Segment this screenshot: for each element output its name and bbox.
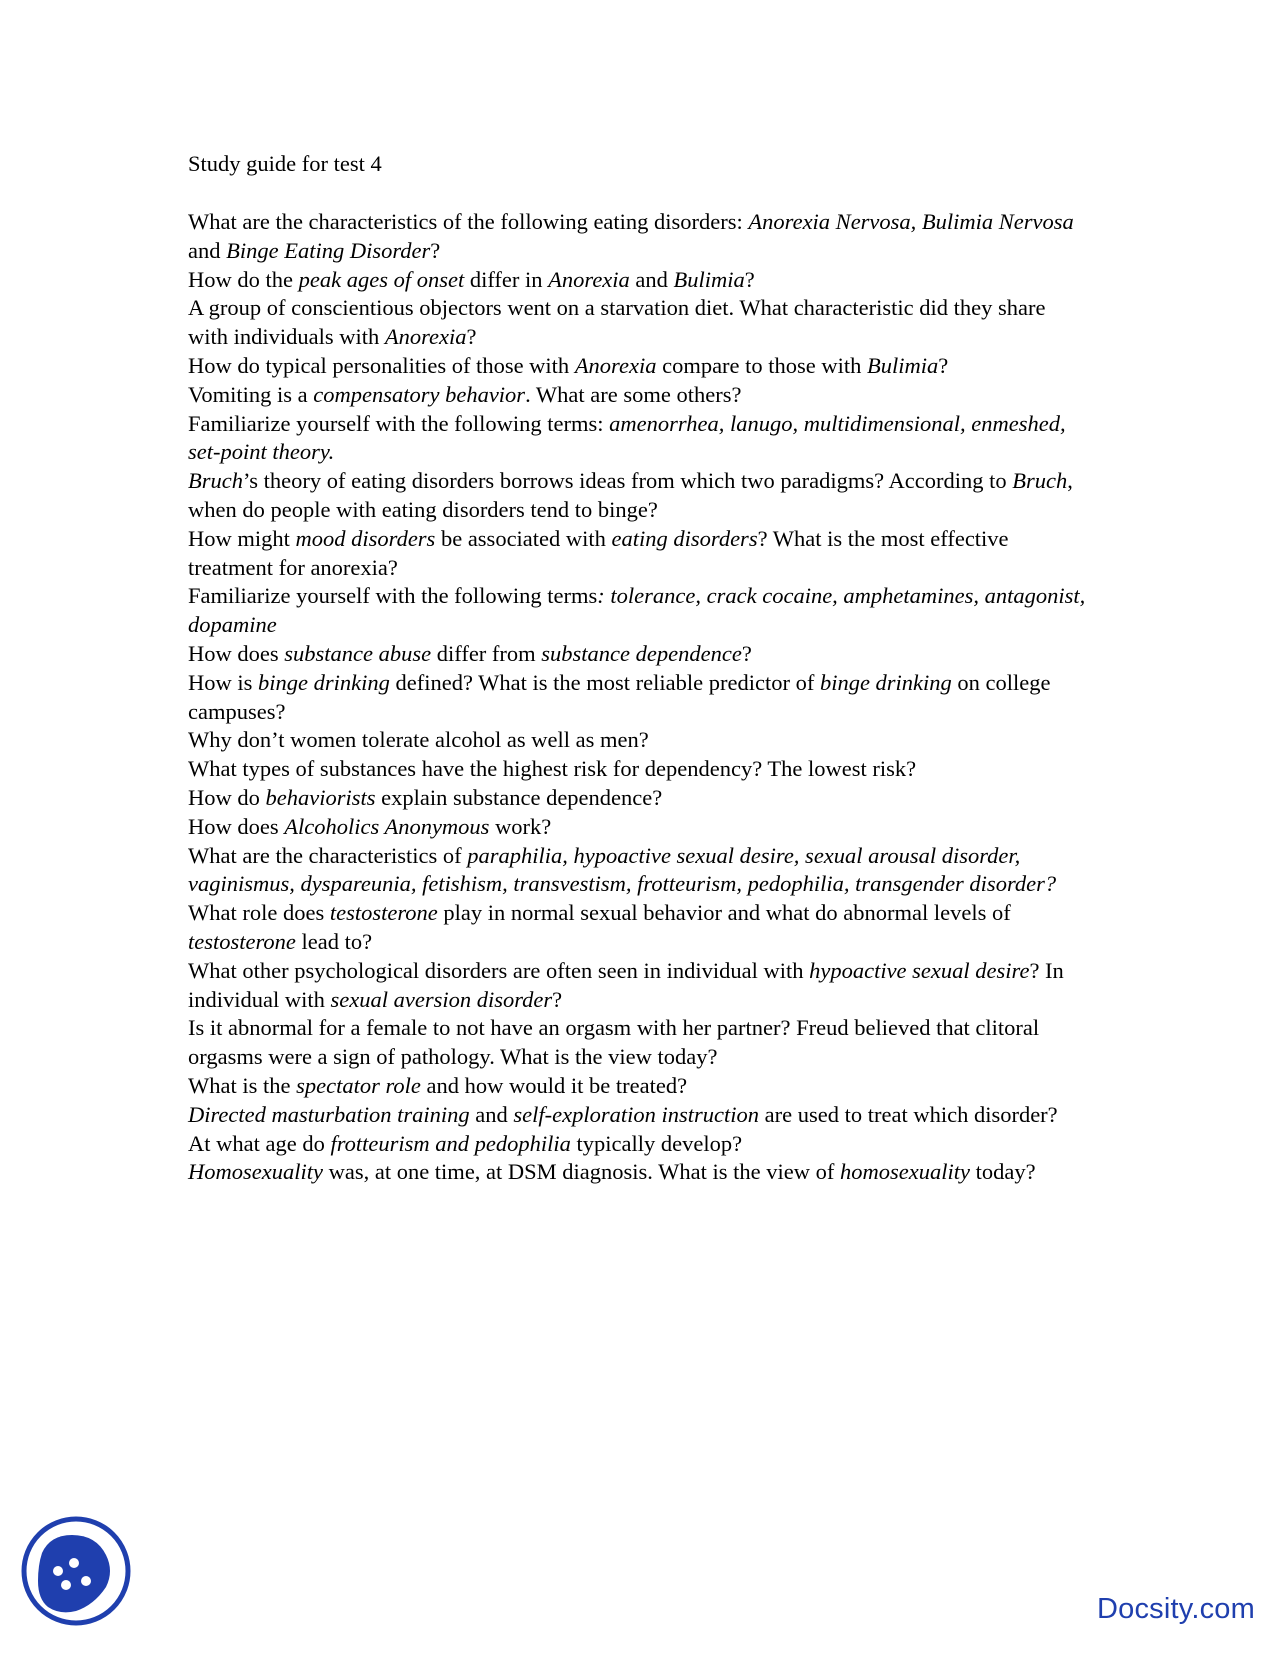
question-text: lead to? [295,928,373,954]
emphasized-term: frotteurism and pedophilia [330,1130,571,1156]
question-text: Familiarize yourself with the following terms [188,583,598,609]
question-text: What is the [188,1072,297,1098]
question-text: ? [744,266,755,292]
question-text: and how would it be treated? [420,1072,688,1098]
question-item [188,640,1088,669]
question-text: . What are some others? [525,381,742,407]
emphasized-term: substance dependence [541,640,742,666]
question-item [188,525,1088,583]
emphasized-term: compensatory behavior [313,381,526,407]
question-text: explain substance dependence? [375,784,663,810]
question-item [188,467,1088,525]
emphasized-term: Anorexia Nervosa, Bulimia Nervosa [748,209,1074,234]
question-item [188,381,1088,410]
question-item [188,813,1088,842]
question-text: How does [188,640,285,666]
emphasized-term: Anorexia [574,352,657,378]
emphasized-term: : tolerance, crack cocaine, amphetamines, antagonist, dopamine [188,583,1086,638]
question-item [188,294,1088,352]
question-text: How might [188,525,296,551]
emphasized-term: Bulimia [867,352,939,378]
question-item [188,899,1088,957]
question-text: What other psychological disorders are often seen in individual with [188,957,810,983]
question-text: ? [938,352,949,378]
question-text: How does [188,813,285,839]
emphasized-term: Bulimia [673,266,745,292]
question-item [188,1101,1088,1130]
question-item [188,726,1088,755]
question-text: and [629,266,674,292]
question-item [188,1014,1088,1072]
docsity-logo-icon [20,1515,132,1627]
question-item [188,1072,1088,1101]
emphasized-term: substance abuse [284,640,432,666]
question-item [188,208,1088,266]
question-text: Vomiting is a [188,381,314,407]
emphasized-term: Directed masturbation training [188,1101,470,1127]
question-item [188,410,1088,468]
emphasized-term: testosterone [188,928,296,954]
question-text: Is it abnormal for a female to not have an orgasm with her partner? Freud believed that clitoral orgasms were a sign of pathology. What is the view today? [188,1015,1040,1070]
question-text: ? [466,324,477,350]
question-text: How do typical personalities of those with [188,352,575,378]
emphasized-term: mood disorders [295,525,436,551]
question-text: on college campuses? [188,669,1051,724]
emphasized-term: self-exploration instruction [513,1101,760,1127]
question-text: ? In individual with [188,957,1064,1012]
docsity-brand-text: Docsity.com [1097,1593,1255,1625]
question-text: At what age do [188,1130,331,1156]
question-text: What role does [188,900,330,926]
emphasized-term: Bruch [1012,468,1068,494]
question-text: What are the characteristics of the following eating disorders: [188,209,749,234]
question-item [188,266,1088,295]
question-text: and [188,237,227,263]
emphasized-term: paraphilia, hypoactive sexual desire, sexual arousal disorder, vaginismus, dyspareunia, fetishism, transvestism, frotteurism, pedophilia, transgender disorder? [188,842,1057,897]
question-item [188,842,1088,900]
question-text: ? [741,640,752,666]
emphasized-term: Binge Eating Disorder [226,237,431,263]
emphasized-term: Anorexia [384,324,467,350]
question-text: ? [552,986,563,1012]
question-item [188,755,1088,784]
question-text: typically develop? [570,1130,743,1156]
emphasized-term: spectator role [296,1072,421,1098]
question-text: are used to treat which disorder? [759,1101,1058,1127]
question-text: ’s theory of eating disorders borrows ideas from which two paradigms? According to [243,468,1013,494]
emphasized-term: sexual aversion disorder [330,986,553,1012]
emphasized-term: homosexuality [839,1159,970,1185]
question-text: How is [188,669,259,695]
question-item [188,1158,1088,1187]
question-text: work? [489,813,552,839]
question-text: today? [969,1159,1036,1185]
emphasized-term: eating disorders [611,525,758,551]
question-item [188,1130,1088,1159]
question-item [188,352,1088,381]
question-text: Familiarize yourself with the following terms: [188,410,610,436]
emphasized-term: peak ages of onset [298,266,465,292]
page-title: Study guide for test 4 [188,151,382,176]
emphasized-term: amenorrhea, lanugo, multidimensional, enmeshed, set-point theory. [188,410,1066,465]
question-text: was, at one time, at DSM diagnosis. What is the view of [322,1159,840,1185]
question-text: How do [188,784,266,810]
question-text: , when do people with eating disorders tend to binge? [188,468,1073,522]
question-item [188,784,1088,813]
emphasized-term: Homosexuality [188,1159,323,1185]
emphasized-term: Anorexia [548,266,630,292]
question-text: defined? What is the most reliable predictor of [389,669,820,695]
emphasized-term: hypoactive sexual desire [809,957,1030,983]
question-text: A group of conscientious objectors went on a starvation diet. What characteristic did they share with individuals with [188,295,1046,350]
emphasized-term: behaviorists [265,784,376,810]
question-item [188,582,1088,640]
question-list [188,208,1088,1187]
emphasized-term: Bruch [188,468,243,494]
question-text: How do the [188,266,299,292]
question-text: play in normal sexual behavior and what do abnormal levels of [437,900,1011,926]
question-text: differ from [431,640,542,666]
question-item [188,669,1088,727]
question-text: ? [430,237,441,263]
question-text: What types of substances have the highest risk for dependency? The lowest risk? [188,756,917,782]
question-text: compare to those with [656,352,868,378]
question-item [188,957,1088,1015]
question-text: be associated with [435,525,612,551]
question-text: ? What is the most effective treatment for anorexia? [188,525,1009,580]
question-text: Why don’t women tolerate alcohol as well as men? [188,727,649,753]
emphasized-term: testosterone [329,900,438,926]
question-text: differ in [464,266,549,292]
question-text: and [469,1101,514,1127]
question-text: What are the characteristics of [188,842,468,868]
emphasized-term: binge drinking [819,669,952,695]
emphasized-term: binge drinking [258,669,390,695]
emphasized-term: Alcoholics Anonymous [284,813,490,839]
